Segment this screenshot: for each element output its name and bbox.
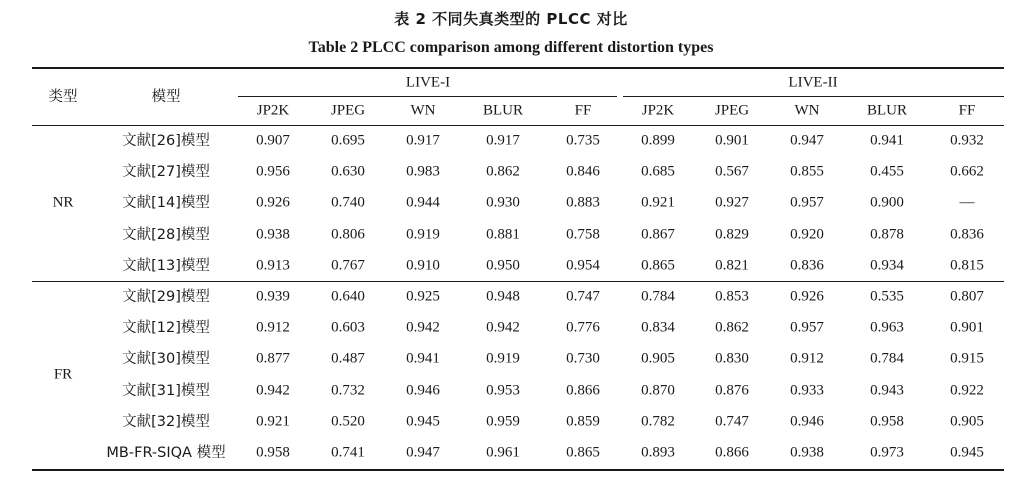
header-type: 类型 <box>48 88 78 105</box>
plcc-value: 0.867 <box>641 226 675 243</box>
plcc-value: 0.950 <box>486 257 520 274</box>
plcc-value: 0.946 <box>406 382 440 399</box>
plcc-value: 0.947 <box>790 132 824 149</box>
table-caption-en: Table 2 PLCC comparison among different distortion types <box>308 39 714 56</box>
plcc-value: 0.921 <box>641 194 675 211</box>
header-column: WN <box>410 102 436 119</box>
plcc-value: 0.829 <box>715 226 749 243</box>
plcc-value: 0.853 <box>715 288 749 305</box>
plcc-value: 0.945 <box>950 444 984 461</box>
plcc-value: 0.881 <box>486 226 520 243</box>
plcc-value: 0.983 <box>406 163 440 180</box>
plcc-value: 0.954 <box>566 257 600 274</box>
plcc-value: 0.806 <box>331 226 365 243</box>
plcc-value: 0.912 <box>256 319 290 336</box>
plcc-value: 0.567 <box>715 163 749 180</box>
plcc-value: 0.836 <box>790 257 824 274</box>
plcc-value: 0.730 <box>566 350 600 367</box>
plcc-value: 0.938 <box>790 444 824 461</box>
model-name: 文献[26]模型 <box>122 132 210 149</box>
plcc-value: 0.942 <box>486 319 520 336</box>
table-caption-cn: 表 2 不同失真类型的 PLCC 对比 <box>394 10 628 28</box>
plcc-value: 0.957 <box>790 194 824 211</box>
header-group-1: LIVE-I <box>405 74 451 91</box>
header-column: BLUR <box>866 102 908 119</box>
plcc-value: 0.920 <box>790 226 824 243</box>
plcc-value: 0.910 <box>406 257 440 274</box>
live-i-underline <box>238 96 617 97</box>
plcc-value: 0.933 <box>790 382 824 399</box>
plcc-value: 0.767 <box>331 257 365 274</box>
model-name: MB-FR-SIQA 模型 <box>106 444 226 461</box>
plcc-value: 0.870 <box>641 382 675 399</box>
header-column: FF <box>574 102 592 119</box>
plcc-value: 0.865 <box>566 444 600 461</box>
model-name: 文献[30]模型 <box>122 351 210 368</box>
plcc-value: 0.957 <box>790 319 824 336</box>
plcc-value: 0.945 <box>406 413 440 430</box>
plcc-value: 0.943 <box>870 382 904 399</box>
plcc-value: 0.862 <box>486 163 520 180</box>
header-column: JP2K <box>256 102 290 119</box>
plcc-value: 0.921 <box>256 413 290 430</box>
plcc-value: 0.932 <box>950 132 984 149</box>
plcc-value: 0.958 <box>870 413 904 430</box>
header-column: FF <box>958 102 976 119</box>
plcc-value: 0.963 <box>870 319 904 336</box>
plcc-value: 0.893 <box>641 444 675 461</box>
section-type-nr: NR <box>52 194 74 211</box>
plcc-value: 0.905 <box>950 413 984 430</box>
plcc-value: 0.946 <box>790 413 824 430</box>
plcc-value: 0.901 <box>950 319 984 336</box>
model-name: 文献[14]模型 <box>122 195 210 212</box>
plcc-value: 0.865 <box>641 257 675 274</box>
plcc-value: 0.934 <box>870 257 904 274</box>
plcc-value: 0.919 <box>486 350 520 367</box>
plcc-value: 0.603 <box>331 319 365 336</box>
model-name: 文献[12]模型 <box>122 319 210 336</box>
top-rule <box>32 67 1004 69</box>
plcc-value: 0.905 <box>641 350 675 367</box>
plcc-value: 0.922 <box>950 382 984 399</box>
plcc-value: 0.535 <box>870 288 904 305</box>
plcc-value: 0.915 <box>950 350 984 367</box>
plcc-value: 0.917 <box>486 132 520 149</box>
plcc-value: 0.520 <box>331 413 365 430</box>
plcc-value: 0.930 <box>486 194 520 211</box>
header-rule <box>32 125 1004 126</box>
plcc-value: 0.630 <box>331 163 365 180</box>
plcc-value: 0.695 <box>331 132 365 149</box>
plcc-value: 0.973 <box>870 444 904 461</box>
plcc-value: 0.942 <box>406 319 440 336</box>
plcc-value: 0.938 <box>256 226 290 243</box>
plcc-value: 0.939 <box>256 288 290 305</box>
plcc-value: 0.899 <box>641 132 675 149</box>
plcc-value: 0.926 <box>790 288 824 305</box>
plcc-value: 0.685 <box>641 163 675 180</box>
plcc-value: 0.912 <box>790 350 824 367</box>
model-name: 文献[28]模型 <box>122 226 210 243</box>
plcc-value: 0.836 <box>950 226 984 243</box>
plcc-value: 0.919 <box>406 226 440 243</box>
plcc-value: 0.834 <box>641 319 675 336</box>
plcc-value: 0.830 <box>715 350 749 367</box>
plcc-value: 0.732 <box>331 382 365 399</box>
plcc-value: 0.913 <box>256 257 290 274</box>
plcc-value: 0.925 <box>406 288 440 305</box>
header-group-2: LIVE-II <box>788 74 838 91</box>
live-ii-underline <box>623 96 1004 97</box>
plcc-value: 0.901 <box>715 132 749 149</box>
plcc-value: 0.747 <box>715 413 749 430</box>
plcc-value: 0.941 <box>406 350 440 367</box>
plcc-value: — <box>959 194 975 211</box>
plcc-value: 0.784 <box>870 350 904 367</box>
plcc-value: 0.640 <box>331 288 365 305</box>
header-column: JPEG <box>714 102 750 119</box>
plcc-value: 0.740 <box>331 194 365 211</box>
section-rule <box>32 281 1004 282</box>
model-name: 文献[29]模型 <box>122 288 210 305</box>
plcc-value: 0.878 <box>870 226 904 243</box>
plcc-value: 0.927 <box>715 194 749 211</box>
plcc-value: 0.926 <box>256 194 290 211</box>
plcc-value: 0.662 <box>950 163 984 180</box>
plcc-value: 0.877 <box>256 350 290 367</box>
model-name: 文献[32]模型 <box>122 413 210 430</box>
plcc-value: 0.455 <box>870 163 904 180</box>
plcc-value: 0.747 <box>566 288 600 305</box>
plcc-value: 0.862 <box>715 319 749 336</box>
plcc-value: 0.487 <box>331 350 365 367</box>
plcc-value: 0.900 <box>870 194 904 211</box>
plcc-value: 0.961 <box>486 444 520 461</box>
plcc-value: 0.907 <box>256 132 290 149</box>
plcc-value: 0.876 <box>715 382 749 399</box>
header-model: 模型 <box>151 88 181 105</box>
plcc-value: 0.941 <box>870 132 904 149</box>
header-column: JPEG <box>330 102 366 119</box>
plcc-value: 0.942 <box>256 382 290 399</box>
model-name: 文献[31]模型 <box>122 382 210 399</box>
header-column: BLUR <box>482 102 524 119</box>
bottom-rule <box>32 469 1004 471</box>
section-type-fr: FR <box>53 366 73 383</box>
plcc-value: 0.859 <box>566 413 600 430</box>
plcc-value: 0.956 <box>256 163 290 180</box>
plcc-value: 0.846 <box>566 163 600 180</box>
plcc-value: 0.821 <box>715 257 749 274</box>
plcc-value: 0.948 <box>486 288 520 305</box>
plcc-value: 0.866 <box>715 444 749 461</box>
plcc-value: 0.735 <box>566 132 600 149</box>
plcc-value: 0.944 <box>406 194 440 211</box>
plcc-value: 0.866 <box>566 382 600 399</box>
plcc-value: 0.855 <box>790 163 824 180</box>
plcc-value: 0.917 <box>406 132 440 149</box>
model-name: 文献[13]模型 <box>122 257 210 274</box>
plcc-value: 0.958 <box>256 444 290 461</box>
plcc-value: 0.741 <box>331 444 365 461</box>
plcc-value: 0.784 <box>641 288 675 305</box>
header-column: JP2K <box>641 102 675 119</box>
plcc-value: 0.758 <box>566 226 600 243</box>
plcc-value: 0.953 <box>486 382 520 399</box>
plcc-value: 0.883 <box>566 194 600 211</box>
plcc-value: 0.776 <box>566 319 600 336</box>
model-name: 文献[27]模型 <box>122 163 210 180</box>
plcc-value: 0.815 <box>950 257 984 274</box>
plcc-value: 0.782 <box>641 413 675 430</box>
plcc-value: 0.959 <box>486 413 520 430</box>
plcc-value: 0.807 <box>950 288 984 305</box>
plcc-value: 0.947 <box>406 444 440 461</box>
header-column: WN <box>794 102 820 119</box>
